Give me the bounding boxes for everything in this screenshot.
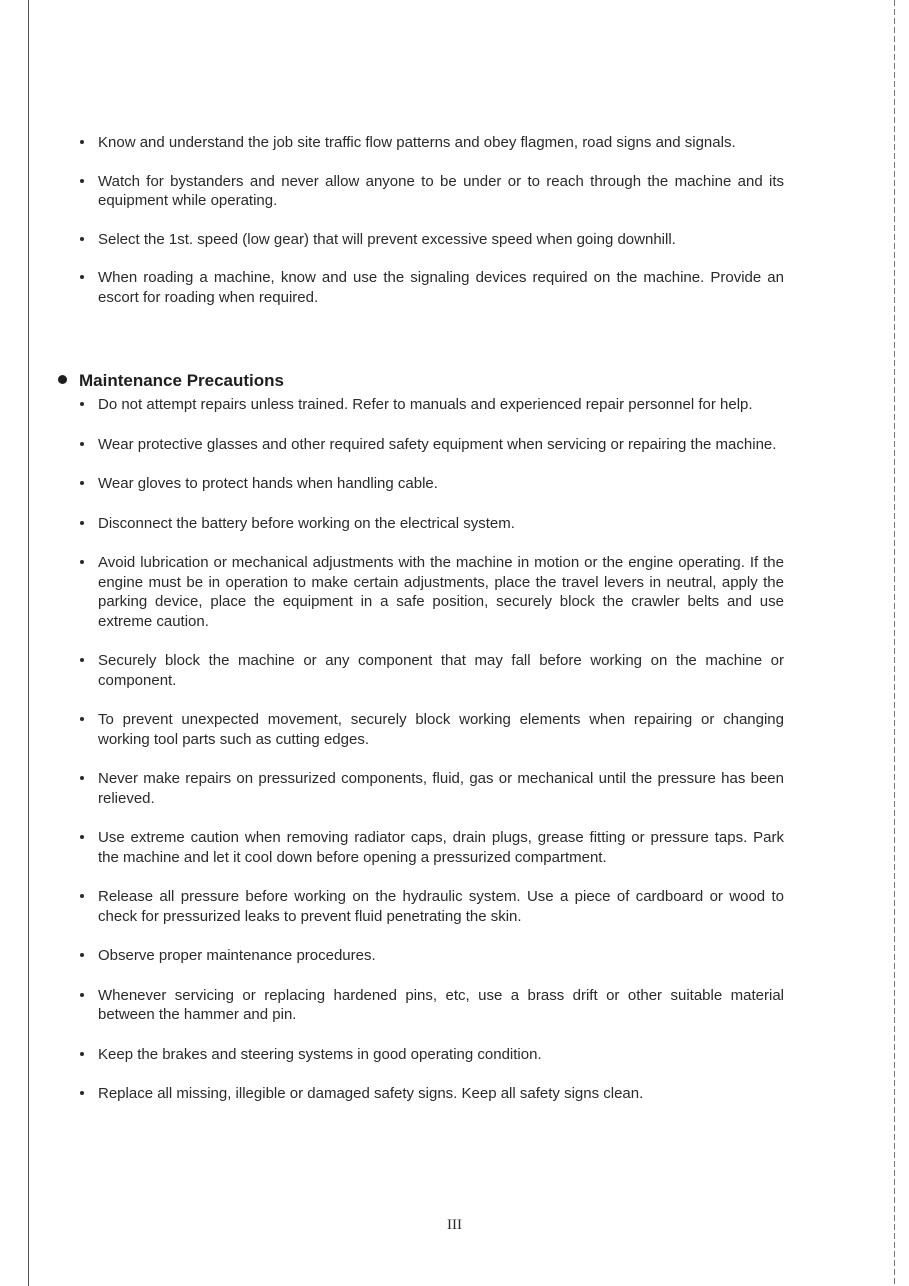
intro-safety-list [78,133,784,326]
bullet-icon [80,776,84,780]
list-item-text: Observe proper maintenance procedures. [98,947,376,964]
list-item-text: Know and understand the job site traffic flow patterns and obey flagmen, road signs and signals. [98,134,736,151]
list-item [78,710,784,749]
bullet-icon [80,953,84,957]
list-item-text: Avoid lubrication or mechanical adjustments with the machine in motion or the engine operating. If the engine must be in operation to make certain adjustments, place the travel levers in neutral, apply the parking device, place the equipment in a safe position, securely block the crawler belts and use extreme caution. [98,554,784,630]
list-item [78,553,784,631]
list-item [78,268,784,307]
list-item [78,887,784,926]
list-item [78,133,784,153]
list-item-text: Replace all missing, illegible or damaged safety signs. Keep all safety signs clean. [98,1085,644,1102]
list-item-text: Wear gloves to protect hands when handling cable. [98,475,438,492]
maintenance-precautions-list [78,395,784,1124]
list-item-text: Whenever servicing or replacing hardened pins, etc, use a brass drift or other suitable material between the hammer and pin. [98,986,784,1023]
list-item-text: Watch for bystanders and never allow anyone to be under or to reach through the machine and its equipment while operating. [98,172,784,209]
bullet-icon [80,402,84,406]
list-item-text: Wear protective glasses and other required safety equipment when servicing or repairing the machine. [98,435,777,453]
bullet-icon [80,1052,84,1056]
bullet-icon [80,717,84,721]
list-item [78,230,784,250]
bullet-icon [80,275,84,279]
page-number: III [447,1217,462,1233]
list-item [78,514,784,534]
list-item-text: To prevent unexpected movement, securely block working elements when repairing or changing working tool parts such as cutting edges. [98,711,784,748]
heading-bullet-icon [58,375,67,384]
bullet-icon [80,481,84,485]
bullet-icon [80,658,84,662]
list-item-text: Do not attempt repairs unless trained. Refer to manuals and experienced repair personnel for help. [98,396,753,413]
bullet-icon [80,140,84,144]
list-item [78,986,784,1025]
list-item [78,946,784,966]
section-heading-text: Maintenance Precautions [79,371,285,390]
list-item [78,395,784,415]
page-left-edge [28,0,29,1286]
list-item-text: Disconnect the battery before working on the electrical system. [98,514,515,532]
bullet-icon [80,1091,84,1095]
bullet-icon [80,237,84,241]
bullet-icon [80,442,84,446]
bullet-icon [80,835,84,839]
bullet-icon [80,521,84,525]
list-item [78,172,784,211]
bullet-icon [80,993,84,997]
list-item-text: Keep the brakes and steering systems in good operating condition. [98,1045,542,1063]
list-item [78,474,784,494]
list-item-text: Use extreme caution when removing radiator caps, drain plugs, grease fitting or pressure taps. Park the machine and let it cool down before opening a pressurized compartment. [98,829,784,866]
list-item [78,769,784,808]
bullet-icon [80,894,84,898]
list-item [78,828,784,867]
list-item [78,1045,784,1065]
list-item-text: When roading a machine, know and use the signaling devices required on the machine. Provide an escort for roading when required. [98,269,784,306]
list-item-text: Select the 1st. speed (low gear) that will prevent excessive speed when going downhill. [98,230,676,248]
list-item-text: Release all pressure before working on the hydraulic system. Use a piece of cardboard or wood to check for pressurized leaks to prevent fluid penetrating the skin. [98,888,784,925]
list-item-text: Securely block the machine or any component that may fall before working on the machine or component. [98,652,784,689]
list-item [78,1084,784,1104]
page-right-edge [894,0,895,1286]
bullet-icon [80,179,84,183]
list-item [78,435,784,455]
bullet-icon [80,560,84,564]
list-item-text: Never make repairs on pressurized components, fluid, gas or mechanical until the pressure has been relieved. [98,770,784,807]
list-item [78,651,784,690]
section-heading [58,371,284,391]
